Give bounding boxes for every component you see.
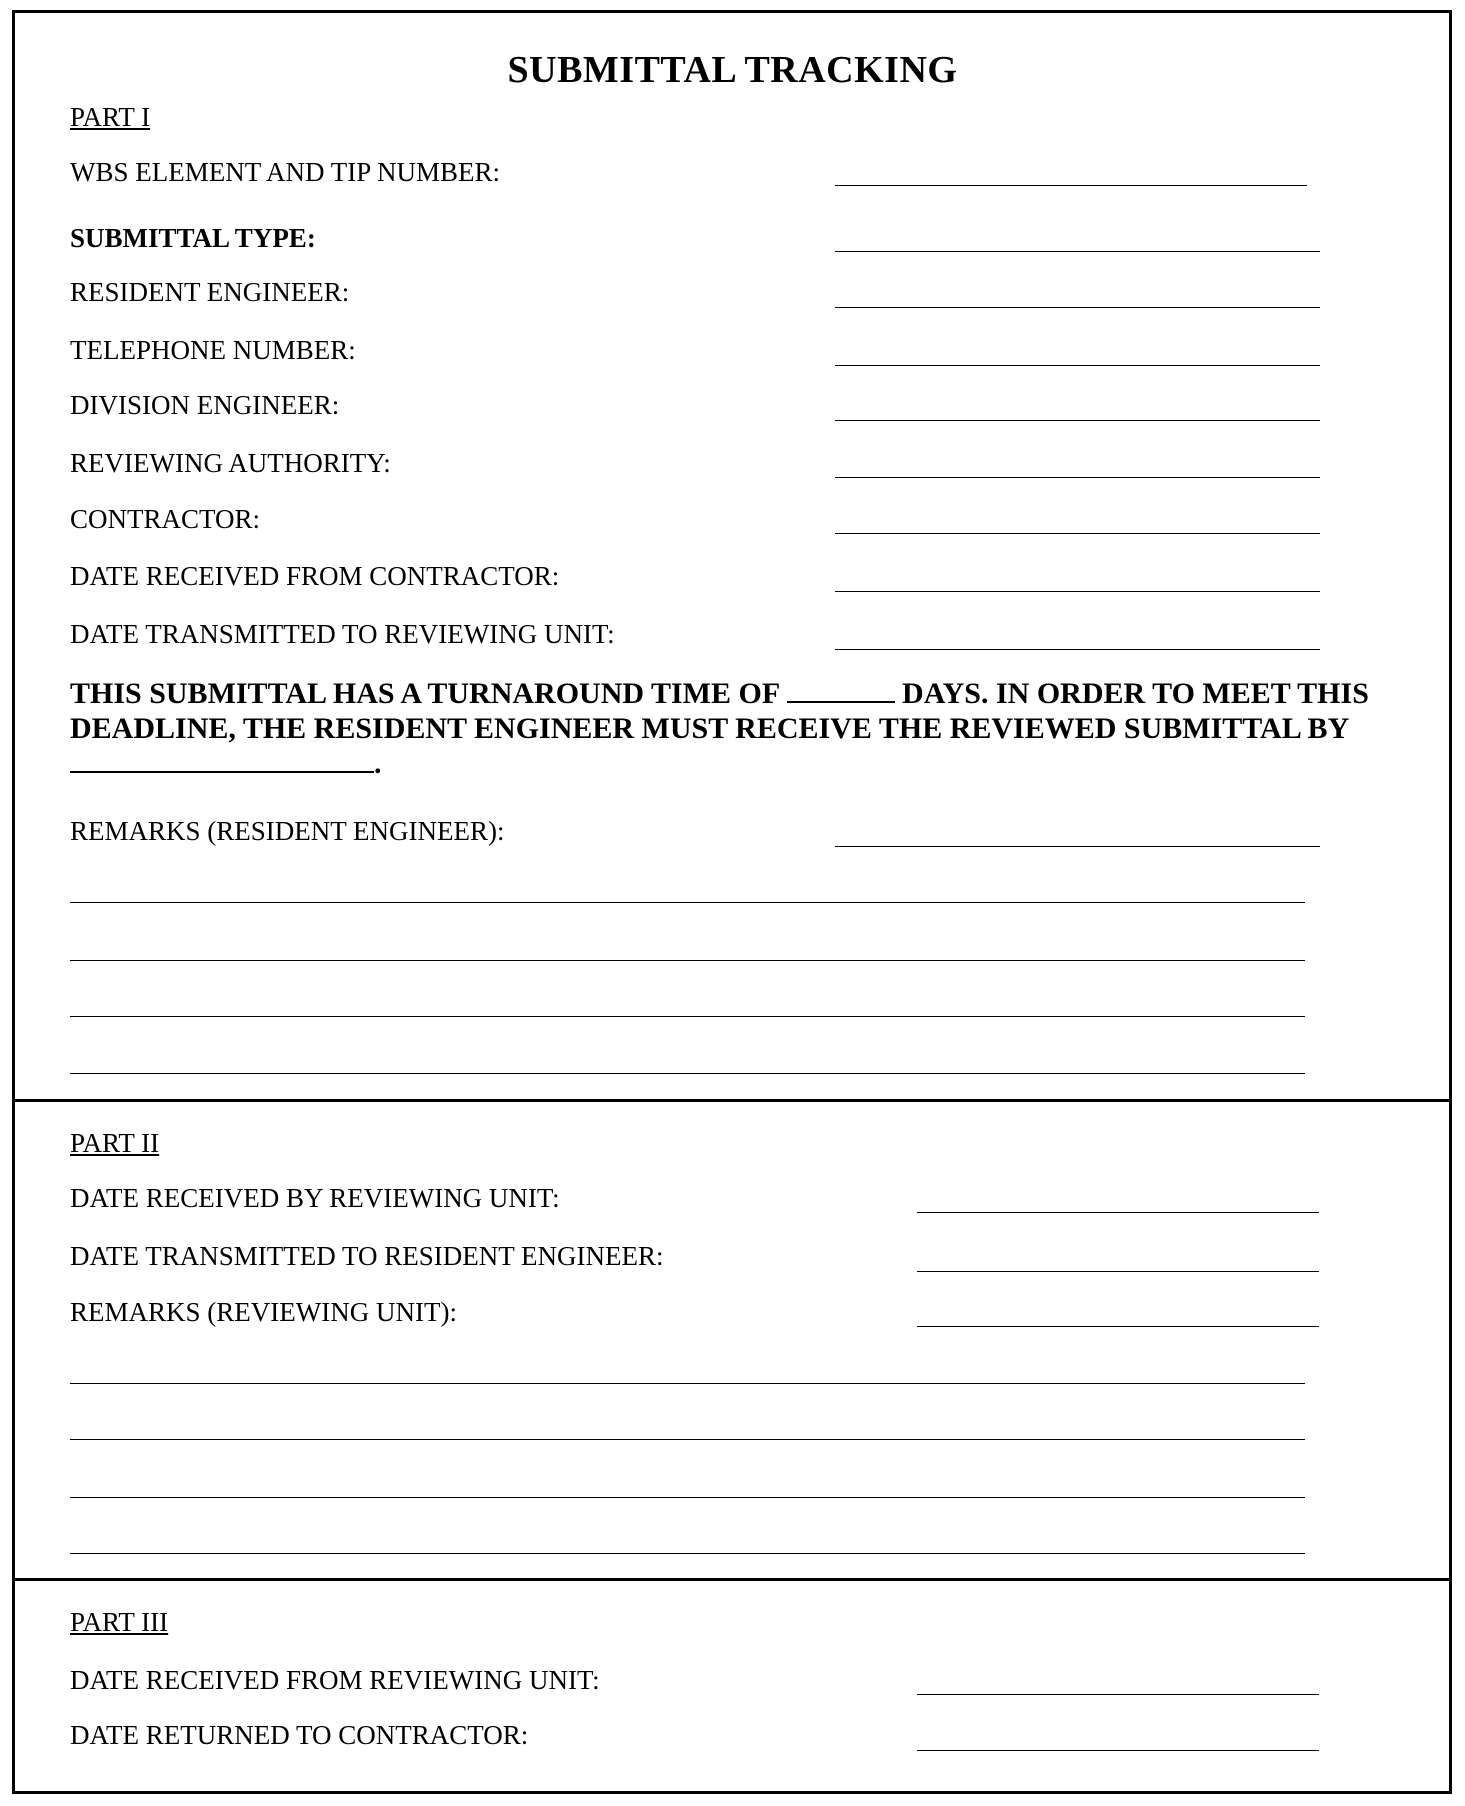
part-3-heading: PART III bbox=[70, 1607, 169, 1637]
reviewing-authority-field[interactable] bbox=[835, 477, 1320, 478]
date-transmitted-to-reviewing-unit-field[interactable] bbox=[835, 649, 1320, 650]
remarks-reviewing-unit-label: REMARKS (REVIEWING UNIT): bbox=[70, 1297, 457, 1327]
remarks-resident-engineer-label: REMARKS (RESIDENT ENGINEER): bbox=[70, 816, 505, 846]
submittal-type-label: SUBMITTAL TYPE: bbox=[70, 223, 316, 253]
part-divider-1 bbox=[12, 1099, 1452, 1102]
resident-engineer-field[interactable] bbox=[835, 307, 1320, 308]
date-received-from-reviewing-unit-label: DATE RECEIVED FROM REVIEWING UNIT: bbox=[70, 1665, 600, 1695]
division-engineer-field[interactable] bbox=[835, 420, 1320, 421]
date-received-by-reviewing-unit-field[interactable] bbox=[917, 1212, 1319, 1213]
date-transmitted-to-reviewing-unit-label: DATE TRANSMITTED TO REVIEWING UNIT: bbox=[70, 619, 615, 649]
form-title: SUBMITTAL TRACKING bbox=[507, 49, 958, 91]
remarks-resident-engineer-line-1[interactable] bbox=[70, 902, 1305, 903]
date-received-from-contractor-field[interactable] bbox=[835, 591, 1320, 592]
part-2-heading: PART II bbox=[70, 1128, 160, 1158]
date-returned-to-contractor-field[interactable] bbox=[917, 1750, 1319, 1751]
date-transmitted-to-resident-engineer-label: DATE TRANSMITTED TO RESIDENT ENGINEER: bbox=[70, 1241, 664, 1271]
part-divider-2 bbox=[12, 1578, 1452, 1581]
wbs-element-label: WBS ELEMENT AND TIP NUMBER: bbox=[70, 157, 501, 187]
division-engineer-label: DIVISION ENGINEER: bbox=[70, 390, 340, 420]
date-received-by-reviewing-unit-label: DATE RECEIVED BY REVIEWING UNIT: bbox=[70, 1183, 560, 1213]
resident-engineer-label: RESIDENT ENGINEER: bbox=[70, 277, 350, 307]
remarks-resident-engineer-line-3[interactable] bbox=[70, 1016, 1305, 1017]
turnaround-days-field[interactable] bbox=[787, 700, 895, 703]
telephone-number-label: TELEPHONE NUMBER: bbox=[70, 335, 356, 365]
reviewing-authority-label: REVIEWING AUTHORITY: bbox=[70, 448, 391, 478]
remarks-reviewing-unit-line-1[interactable] bbox=[70, 1383, 1305, 1384]
date-received-from-contractor-label: DATE RECEIVED FROM CONTRACTOR: bbox=[70, 561, 560, 591]
wbs-element-field[interactable] bbox=[835, 185, 1307, 186]
remarks-reviewing-unit-field[interactable] bbox=[917, 1326, 1319, 1327]
date-transmitted-to-resident-engineer-field[interactable] bbox=[917, 1271, 1319, 1272]
contractor-label: CONTRACTOR: bbox=[70, 504, 261, 534]
deadline-date-field[interactable] bbox=[70, 770, 374, 773]
notice-text-1: THIS SUBMITTAL HAS A TURNAROUND TIME OF bbox=[70, 677, 780, 710]
remarks-reviewing-unit-line-2[interactable] bbox=[70, 1439, 1305, 1440]
notice-text-2: DAYS. IN ORDER TO MEET THIS DEADLINE, THE RESIDENT ENGINEER MUST RECEIVE THE REVIEWED SUBMITTAL BY bbox=[70, 677, 1369, 745]
date-received-from-reviewing-unit-field[interactable] bbox=[917, 1694, 1319, 1695]
remarks-resident-engineer-line-2[interactable] bbox=[70, 960, 1305, 961]
remarks-reviewing-unit-line-4[interactable] bbox=[70, 1553, 1305, 1554]
submittal-type-field[interactable] bbox=[835, 251, 1320, 252]
date-returned-to-contractor-label: DATE RETURNED TO CONTRACTOR: bbox=[70, 1720, 529, 1750]
remarks-resident-engineer-line-4[interactable] bbox=[70, 1073, 1305, 1074]
telephone-number-field[interactable] bbox=[835, 365, 1320, 366]
remarks-resident-engineer-field[interactable] bbox=[835, 846, 1320, 847]
part-1-heading: PART I bbox=[70, 102, 151, 132]
remarks-reviewing-unit-line-3[interactable] bbox=[70, 1497, 1305, 1498]
contractor-field[interactable] bbox=[835, 533, 1320, 534]
notice-text-3: . bbox=[374, 747, 382, 780]
turnaround-notice bbox=[70, 676, 1380, 781]
